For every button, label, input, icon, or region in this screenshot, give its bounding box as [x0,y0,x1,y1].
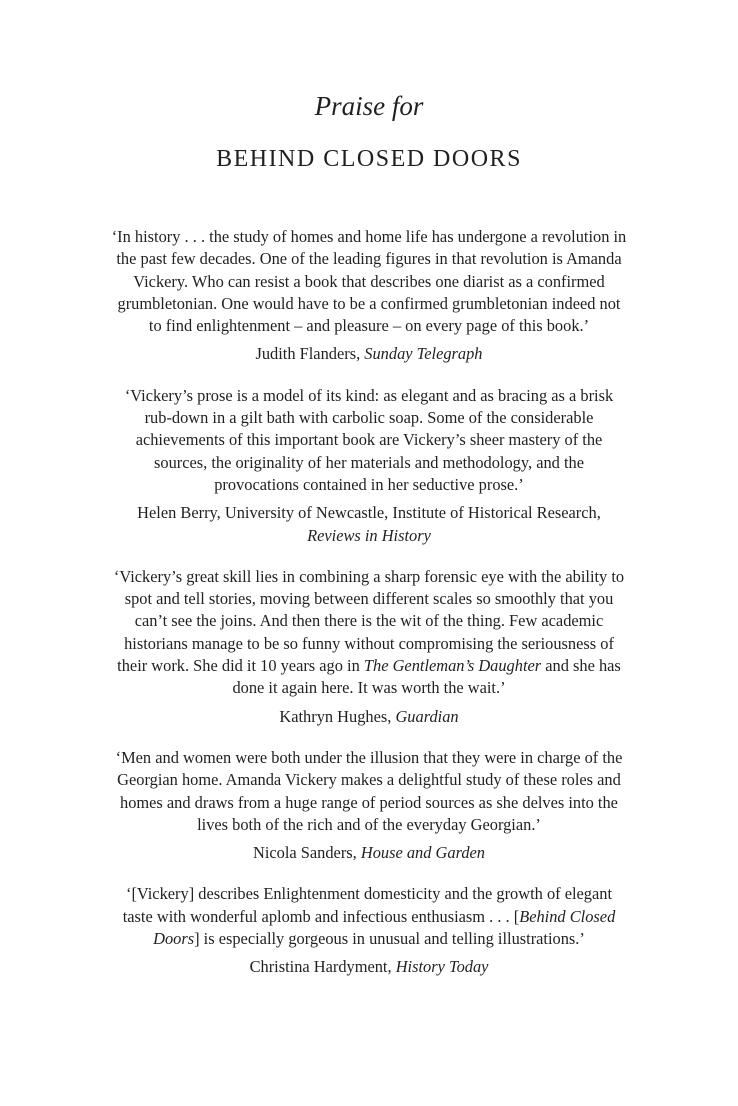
blurb-line: lives both of the rich and of the everyday Georgian.’ [197,814,541,834]
blurb-line: can’t see the joins. And then there is the wit of the thing. Few academic [134,611,604,631]
book-title-reference: Doors [153,929,195,949]
blurb-line: Vickery. Who can resist a book that describes one diarist as a confirmed [133,271,605,291]
blurb-kathryn-hughes [92,566,646,728]
blurb-text [92,385,646,496]
attribution-author: Christina Hardyment, [249,957,396,977]
blurb-line [117,656,621,675]
blurb-attribution [92,706,646,728]
praise-heading: Praise for [314,91,424,121]
blurb-line [123,907,616,926]
blurb-text [92,566,646,700]
blurb-attribution [92,343,646,365]
blurb-line [153,929,585,948]
blurb-line: homes and draws from a huge range of period sources as she delves into the [120,792,618,812]
book-title-reference: Behind Closed [519,906,616,926]
blurb-line: the past few decades. One of the leading figures in that revolution is Amanda [116,249,622,269]
attribution-publication: History Today [395,957,489,977]
attribution-author: Helen Berry, University of Newcastle, Institute of Historical Research, [137,503,601,523]
blurb-attribution [92,502,646,547]
blurb-line: done it again here. It was worth the wait.’ [232,678,506,698]
attribution-author: Nicola Sanders, [252,843,361,863]
blurb-line: ‘Vickery’s prose is a model of its kind: as elegant and as bracing as a brisk [124,385,614,405]
blurb-judith-flanders [92,226,646,366]
blurb-line: to find enlightenment – and pleasure – on every page of this book.’ [148,316,590,336]
attribution-author: Judith Flanders, [255,344,365,364]
blurb-line: ‘[Vickery] describes Enlightenment domesticity and the growth of elegant [125,884,613,904]
blurb-attribution [92,842,646,864]
blurb-text [92,883,646,950]
blurb-line: grumbletonian. One would have to be a confirmed grumbletonian indeed not [117,293,621,313]
blurb-line: provocations contained in her seductive prose.’ [214,474,524,494]
attribution-publication: Guardian [395,706,459,726]
attribution-publication: House and Garden [360,843,486,863]
blurb-attribution [92,956,646,978]
blurb-line: ‘In history . . . the study of homes and home life has undergone a revolution in [111,227,627,246]
attribution-publication: Sunday Telegraph [364,344,483,364]
blurb-line-segment: their work. She did it 10 years ago in [117,656,364,676]
blurb-text [92,226,646,337]
blurb-list [92,226,646,998]
blurb-line: spot and tell stories, moving between different scales so smoothly that you [124,589,614,609]
blurb-line: ‘Vickery’s great skill lies in combining a sharp forensic eye with the ability to [113,566,625,586]
book-title-reference: The Gentleman’s Daughter [363,656,542,676]
blurb-line: Georgian home. Amanda Vickery makes a delightful study of these roles and [117,770,621,790]
blurb-line: historians manage to be so funny without compromising the seriousness of [124,633,614,653]
blurb-text [92,747,646,836]
attribution-author: Kathryn Hughes, [279,706,396,726]
blurb-line-segment: taste with wonderful aplomb and infectious enthusiasm . . . [ [122,906,520,926]
blurb-nicola-sanders [92,747,646,864]
blurb-helen-berry [92,385,646,547]
blurb-line: achievements of this important book are Vickery’s sheer mastery of the [135,430,603,450]
blurb-line-segment: ] is especially gorgeous in unusual and telling illustrations.’ [194,929,585,949]
blurb-christina-hardyment [92,883,646,978]
blurb-line: rub-down in a gilt bath with carbolic soap. Some of the considerable [144,408,594,428]
blurb-line: sources, the originality of her materials and methodology, and the [154,452,584,472]
attribution-publication: Reviews in History [307,525,431,545]
blurb-line: ‘Men and women were both under the illusion that they were in charge of the [115,747,623,767]
blurb-line-segment: and she has [541,656,621,676]
book-title: BEHIND CLOSED DOORS [216,146,522,172]
